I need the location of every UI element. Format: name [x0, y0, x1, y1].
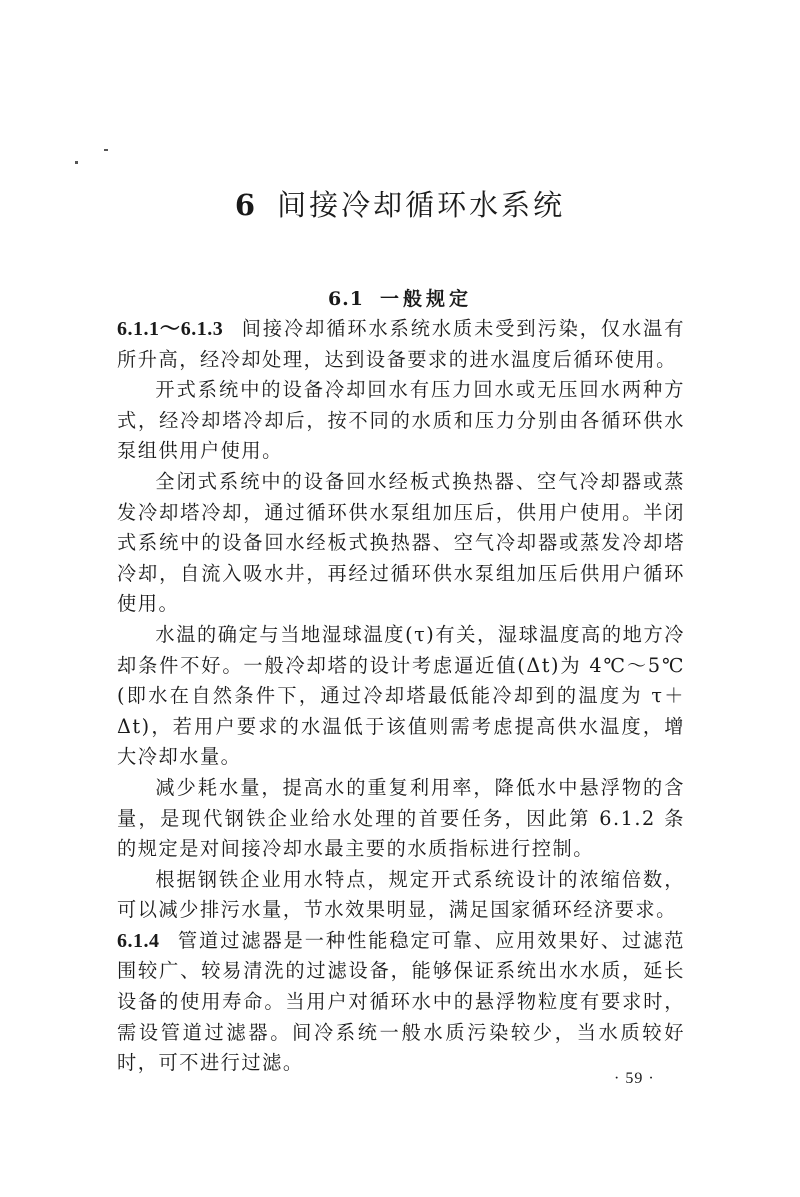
paragraph-concentration-ratio — [117, 865, 685, 926]
scan-speck — [104, 149, 108, 151]
page-number: · 59 · — [614, 1070, 655, 1087]
section-number: 6.1 — [327, 287, 365, 310]
section-title-text: 一般规定 — [380, 287, 473, 310]
clause-number: 6.1.1～6.1.3 — [117, 318, 224, 340]
clause-number: 6.1.4 — [117, 929, 160, 952]
paragraph-water-temperature — [117, 620, 685, 773]
chapter-number: 6 — [234, 188, 256, 223]
body-text — [117, 314, 685, 1079]
paragraph-text: 开式系统中的设备冷却回水有压力回水或无压回水两种方式，经冷却塔冷却后，按不同的水质和压力分别由各循环供水泵组供用户使用。 — [117, 378, 685, 463]
paragraph-text: 减少耗水量，提高水的重复利用率，降低水中悬浮物的含量，是现代钢铁企业给水处理的首要任务，因此第 6.1.2 条的规定是对间接冷却水最主要的水质指标进行控制。 — [117, 775, 685, 861]
paragraph-text: 间接冷却循环水系统水质未受到污染，仅水温有所升高，经冷却处理，达到设备要求的进水温度后循环使用。 — [117, 317, 686, 371]
paragraph-water-consumption — [117, 773, 685, 865]
paragraph-closed-system — [117, 467, 685, 620]
paragraph-text: 水温的确定与当地湿球温度(τ)有关，湿球温度高的地方冷却条件不好。一般冷却塔的设计考虑逼近值(Δt)为 4℃～5℃(即水在自然条件下，通过冷却塔最低能冷却到的温度为 τ＋Δt)，若用户要求的水温低于该值则需考虑提高供水温度，增大冷却水量。 — [117, 622, 685, 769]
paragraph-clause-6-1-1 — [117, 314, 685, 375]
chapter-title-text: 间接冷却循环水系统 — [277, 188, 566, 223]
section-title — [0, 284, 800, 311]
paragraph-text: 管道过滤器是一种性能稳定可靠、应用效果好、过滤范围较广、较易清洗的过滤设备，能够保证系统出水水质，延长设备的使用寿命。当用户对循环水中的悬浮物粒度有要求时，需设管道过滤器。间冷系统一般水质污染较少，当水质较好时，可不进行过滤。 — [117, 928, 685, 1075]
paragraph-text: 根据钢铁企业用水特点，规定开式系统设计的浓缩倍数，可以减少排污水量，节水效果明显，满足国家循环经济要求。 — [117, 867, 685, 922]
paragraph-open-system — [117, 375, 685, 467]
paragraph-clause-6-1-4 — [117, 926, 685, 1079]
paragraph-text: 全闭式系统中的设备回水经板式换热器、空气冷却器或蒸发冷却塔冷却，通过循环供水泵组加压后，供用户使用。半闭式系统中的设备回水经板式换热器、空气冷却器或蒸发冷却塔冷却，自流入吸水井，再经过循环供水泵组加压后供用户循环使用。 — [117, 469, 685, 616]
scan-speck — [75, 161, 78, 164]
chapter-title — [0, 183, 800, 224]
